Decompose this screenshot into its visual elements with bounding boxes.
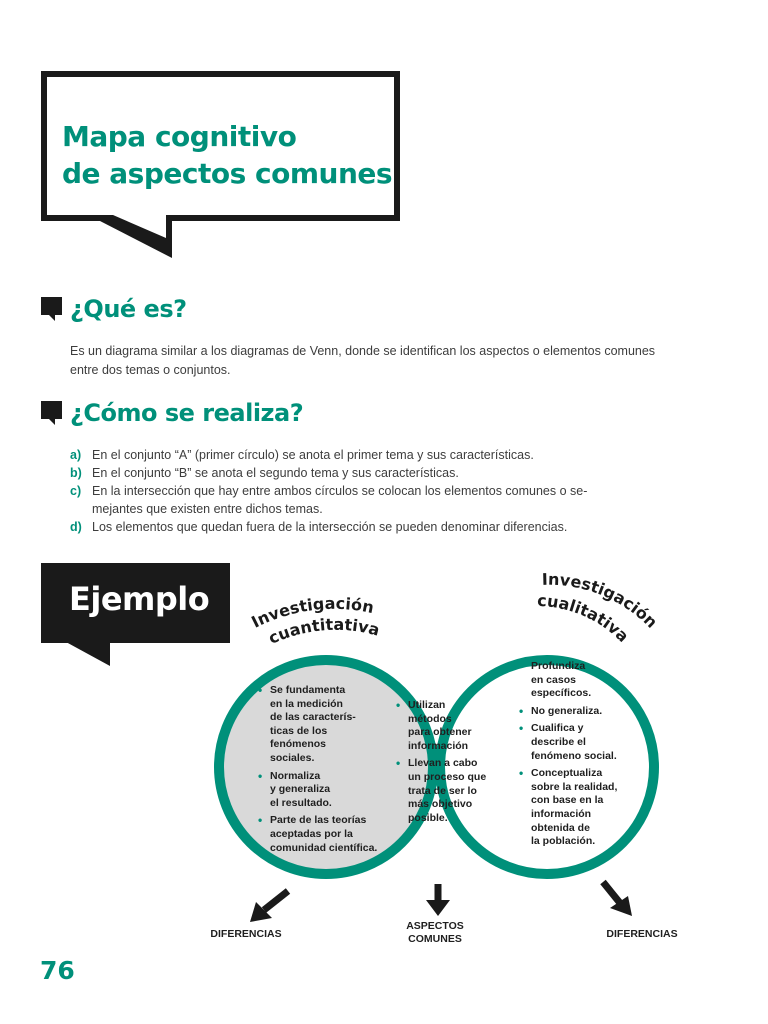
list-item: • Utilizan métodos para obtener información xyxy=(394,699,504,753)
left-title-line-2: cuantitativa xyxy=(265,614,382,648)
list-item: • No generaliza. xyxy=(517,705,642,719)
left-circle-list xyxy=(256,684,406,859)
page-number: 76 xyxy=(40,956,75,985)
list-item: • Llevan a cabo un proceso que trata de ser lo más objetivo posible. xyxy=(394,757,504,825)
step-letter: b) xyxy=(70,466,82,480)
right-title-line-2: cualitativa xyxy=(536,590,633,646)
right-circle-list xyxy=(517,660,642,853)
step-letter: c) xyxy=(70,484,82,498)
arrow-down-icon xyxy=(426,884,450,916)
title-line-1: Mapa cognitivo xyxy=(62,120,297,153)
list-item: • Cualifica y describe el fenómeno social. xyxy=(517,722,642,763)
list-item: • Normaliza y generaliza el resultado. xyxy=(256,770,406,811)
step-text: Los elementos que quedan fuera de la intersección se pueden denominar diferencias. xyxy=(92,520,568,534)
example-label: Ejemplo xyxy=(69,580,210,618)
label-common-aspects: ASPECTOS COMUNES xyxy=(406,920,464,945)
label-differences-left: DIFERENCIAS xyxy=(210,928,282,940)
right-title-line-1: Investigación xyxy=(541,569,662,632)
list-item: • Se fundamenta en la medición de las caracterís- ticas de los fenómenos sociales. xyxy=(256,684,406,766)
section-what-text: Es un diagrama similar a los diagramas de Venn, donde se identifican los aspectos o elementos comunes entre dos temas o conjuntos. xyxy=(70,344,656,377)
section-what-title: ¿Qué es? xyxy=(70,295,187,323)
step-letter: a) xyxy=(70,448,82,462)
step-letter: d) xyxy=(70,520,82,534)
step-text: En el conjunto “A” (primer círculo) se anota el primer tema y sus características. xyxy=(92,448,534,462)
arrow-right-icon xyxy=(603,882,632,916)
left-title-line-1: Investigación xyxy=(248,593,376,632)
list-item: • Profundiza en casos específicos. xyxy=(517,660,642,701)
arrow-left-icon xyxy=(250,891,288,922)
title-line-2: de aspectos comunes xyxy=(62,157,393,190)
step-text: En el conjunto “B” se anota el segundo tema y sus características. xyxy=(92,466,459,480)
section-how-title: ¿Cómo se realiza? xyxy=(70,399,304,427)
label-differences-right: DIFERENCIAS xyxy=(606,928,678,940)
common-list xyxy=(394,699,504,829)
step-text: En la intersección que hay entre ambos círculos se colocan los elementos comunes o se- xyxy=(92,484,588,498)
list-item: • Conceptualiza sobre la realidad, con base en la información obtenida de la población. xyxy=(517,767,642,849)
list-item: • Parte de las teorías aceptadas por la comunidad científica. xyxy=(256,814,406,855)
step-text: mejantes que existen entre dichos temas. xyxy=(92,502,323,516)
